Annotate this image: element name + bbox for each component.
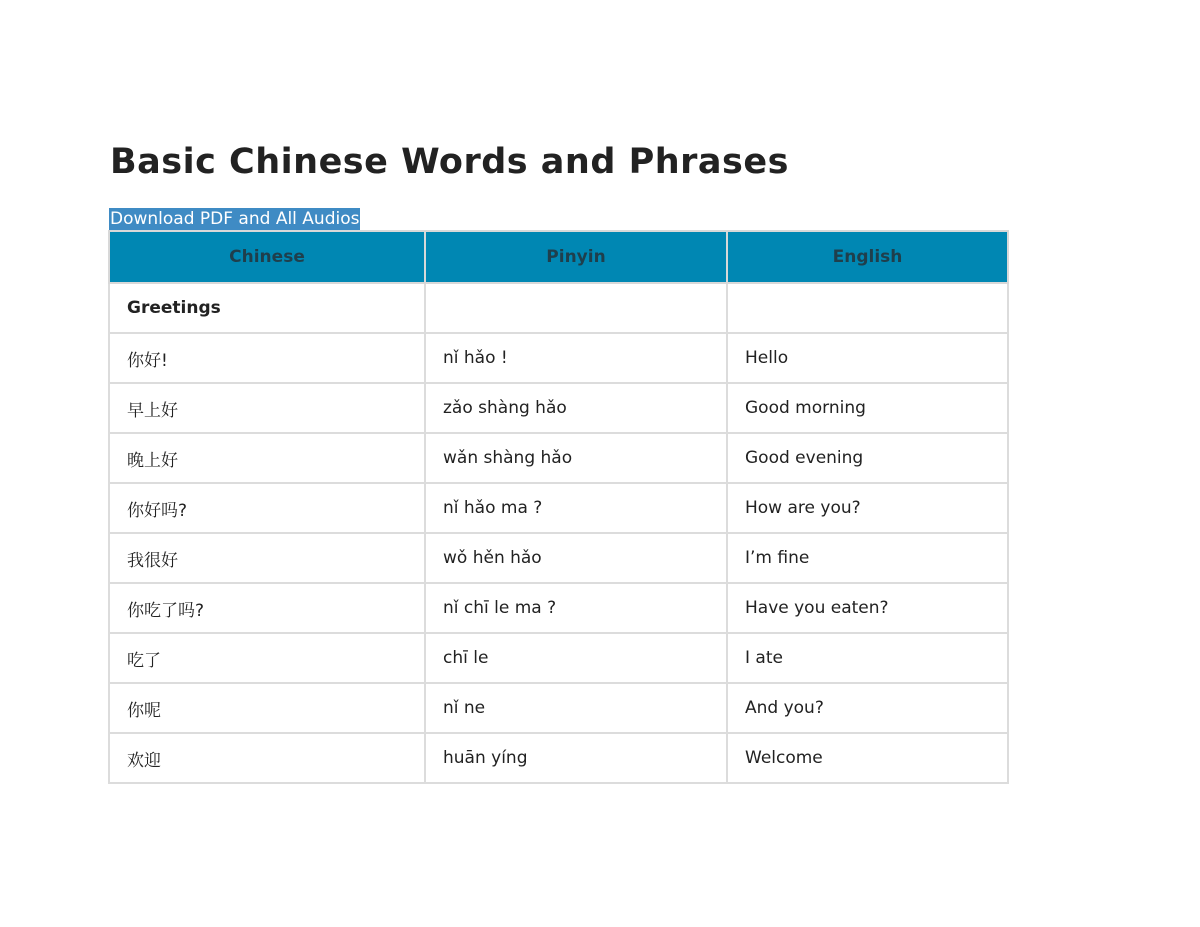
english-cell: I’m fine <box>727 533 1008 583</box>
english-cell: Hello <box>727 333 1008 383</box>
column-header-english: English <box>727 231 1008 283</box>
pinyin-cell: nǐ hǎo ! <box>425 333 727 383</box>
table-row <box>109 583 1008 633</box>
pinyin-cell: zǎo shàng hǎo <box>425 383 727 433</box>
english-cell: Welcome <box>727 733 1008 783</box>
english-cell: Have you eaten? <box>727 583 1008 633</box>
table-row <box>109 383 1008 433</box>
chinese-cell: 你吃了吗? <box>109 583 425 633</box>
table-row <box>109 533 1008 583</box>
english-cell: I ate <box>727 633 1008 683</box>
pinyin-cell: wǎn shàng hǎo <box>425 433 727 483</box>
empty-cell <box>727 283 1008 333</box>
chinese-cell: 你好吗? <box>109 483 425 533</box>
table-row <box>109 483 1008 533</box>
table-row <box>109 683 1008 733</box>
english-cell: How are you? <box>727 483 1008 533</box>
pinyin-cell: nǐ chī le ma ? <box>425 583 727 633</box>
chinese-cell: 吃了 <box>109 633 425 683</box>
chinese-cell: 欢迎 <box>109 733 425 783</box>
page-title: Basic Chinese Words and Phrases <box>110 142 789 182</box>
column-header-pinyin: Pinyin <box>425 231 727 283</box>
table-row <box>109 433 1008 483</box>
pinyin-cell: wǒ hěn hǎo <box>425 533 727 583</box>
vocabulary-table <box>108 230 1009 784</box>
download-pdf-link[interactable]: Download PDF and All Audios <box>110 209 360 229</box>
table-row <box>109 633 1008 683</box>
empty-cell <box>425 283 727 333</box>
pinyin-cell: nǐ hǎo ma ? <box>425 483 727 533</box>
english-cell: Good morning <box>727 383 1008 433</box>
chinese-cell: 我很好 <box>109 533 425 583</box>
english-cell: And you? <box>727 683 1008 733</box>
pinyin-cell: huān yíng <box>425 733 727 783</box>
english-cell: Good evening <box>727 433 1008 483</box>
table-row <box>109 733 1008 783</box>
table-row <box>109 333 1008 383</box>
section-label: Greetings <box>109 283 425 333</box>
column-header-chinese: Chinese <box>109 231 425 283</box>
table-header-row <box>109 231 1008 283</box>
chinese-cell: 早上好 <box>109 383 425 433</box>
section-row-greetings <box>109 283 1008 333</box>
chinese-cell: 你好! <box>109 333 425 383</box>
pinyin-cell: nǐ ne <box>425 683 727 733</box>
chinese-cell: 晚上好 <box>109 433 425 483</box>
chinese-cell: 你呢 <box>109 683 425 733</box>
pinyin-cell: chī le <box>425 633 727 683</box>
